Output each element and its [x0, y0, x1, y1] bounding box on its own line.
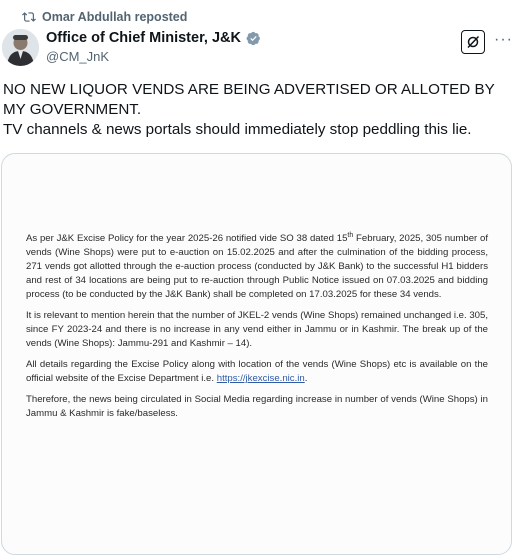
doc-paragraph-1: As per J&K Excise Policy for the year 2025-26 notified vide SO 38 dated 15th February, 2025, 305 number of vends (Wine Shops) were put to e-auction on 15.02.2025 and after the culmination of the bidding process, 271 vends got allotted through the e-auction process (conducted by J&K Bank) to the successful H1 bidders and rest of 34 locations are being put to re-auction through Public Notice issued on 07.03.2025 and bidding process (to be conducted by the J&K Bank) shall be completed on 17.03.2025 for these 34 vends.: [26, 232, 488, 301]
grok-button[interactable]: [461, 30, 485, 54]
press-note-document: [26, 229, 488, 428]
author-name[interactable]: Office of Chief Minister, J&K: [46, 30, 241, 46]
post-text: [3, 80, 513, 140]
post-line-1: NO NEW LIQUOR VENDS ARE BEING ADVERTISED OR ALLOTED BY MY GOVERNMENT.: [3, 81, 495, 118]
more-options-button[interactable]: ···: [494, 31, 513, 48]
grok-icon: [466, 35, 480, 49]
verified-badge-icon: [246, 31, 261, 46]
doc-paragraph-3: All details regarding the Excise Policy along with location of the vends (Wine Shops) etc is available on the official website of the Excise Department i.e. https://jkexcise.nic.in.: [26, 359, 488, 385]
doc-paragraph-2: It is relevant to mention herein that the number of JKEL-2 vends (Wine Shops) remained unchanged i.e. 305, since FY 2023-24 and there is no increase in any vend either in Jammu or in Kashmir. The break up of the vends (Wine Shops): Jammu-291 and Kashmir – 14).: [26, 310, 488, 350]
avatar[interactable]: [2, 29, 39, 66]
post-image[interactable]: [1, 153, 512, 555]
author-handle[interactable]: @CM_JnK: [46, 49, 110, 64]
excise-website-link: https://jkexcise.nic.in: [216, 373, 305, 385]
repost-label: Omar Abdullah reposted: [42, 10, 188, 24]
repost-header[interactable]: [22, 10, 187, 24]
author-row[interactable]: [46, 30, 261, 46]
repost-icon: [22, 10, 36, 24]
doc-paragraph-4: Therefore, the news being circulated in Social Media regarding increase in number of vends (Wine Shops) in Jammu & Kashmir is fake/baseless.: [26, 394, 488, 420]
post-line-2: TV channels & news portals should immediately stop peddling this lie.: [3, 121, 472, 138]
